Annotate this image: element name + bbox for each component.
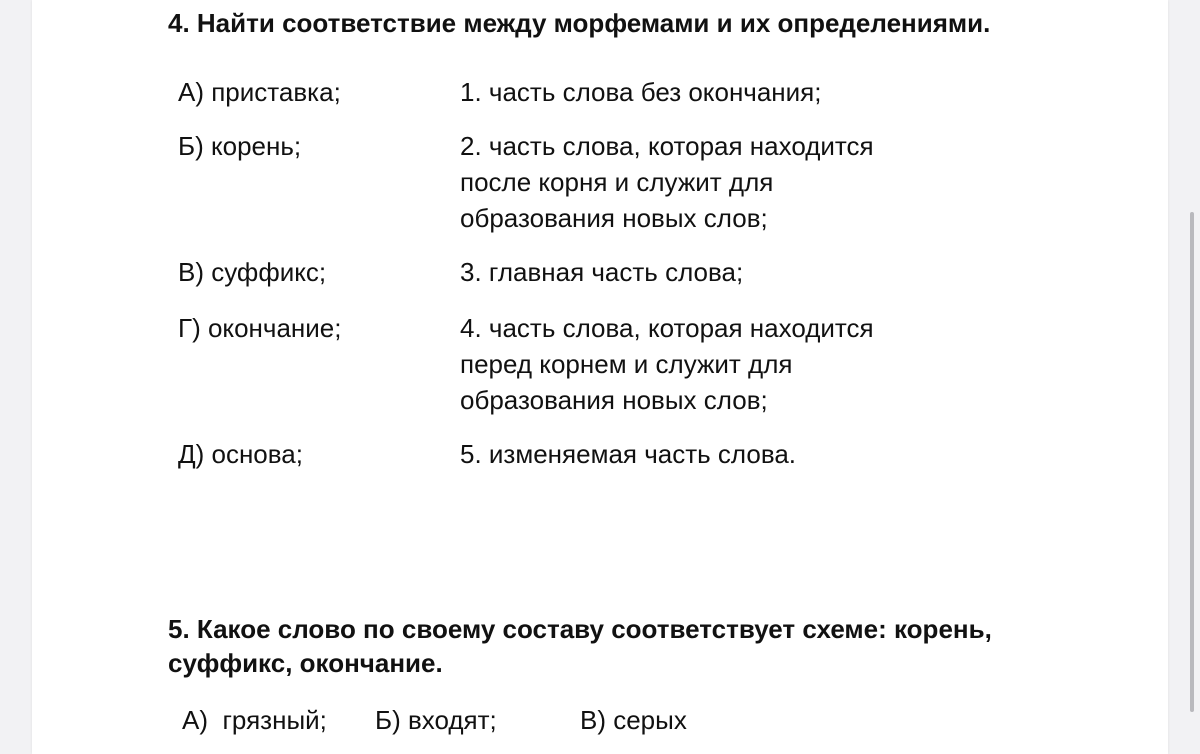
right-item-5: 5. изменяемая часть слова. [460,439,797,469]
right-item-2: 2. часть слова, которая находится после корня и служит для образования новых слов; [460,131,874,233]
option-b: Б) входят; [375,705,497,735]
question-5-title: 5. Какое слово по своему составу соответствует схеме: корень, суффикс, окончание. [168,614,992,678]
document-page [32,0,1168,754]
question-4-title: 4. Найти соответствие между морфемами и их определениями. [168,8,991,38]
right-item-4: 4. часть слова, которая находится перед корнем и служит для образования новых слов; [460,313,874,415]
option-v: В) серых [580,705,687,735]
left-item-d: Д) основа; [178,439,303,469]
right-item-1: 1. часть слова без окончания; [460,77,822,107]
left-item-a: А) приставка; [178,77,341,107]
option-a: А) грязный; [182,705,327,735]
scrollbar[interactable] [1190,212,1194,712]
right-item-3: 3. главная часть слова; [460,257,744,287]
left-item-g: Г) окончание; [178,313,342,343]
left-item-v: В) суффикс; [178,257,327,287]
left-item-b: Б) корень; [178,131,302,161]
